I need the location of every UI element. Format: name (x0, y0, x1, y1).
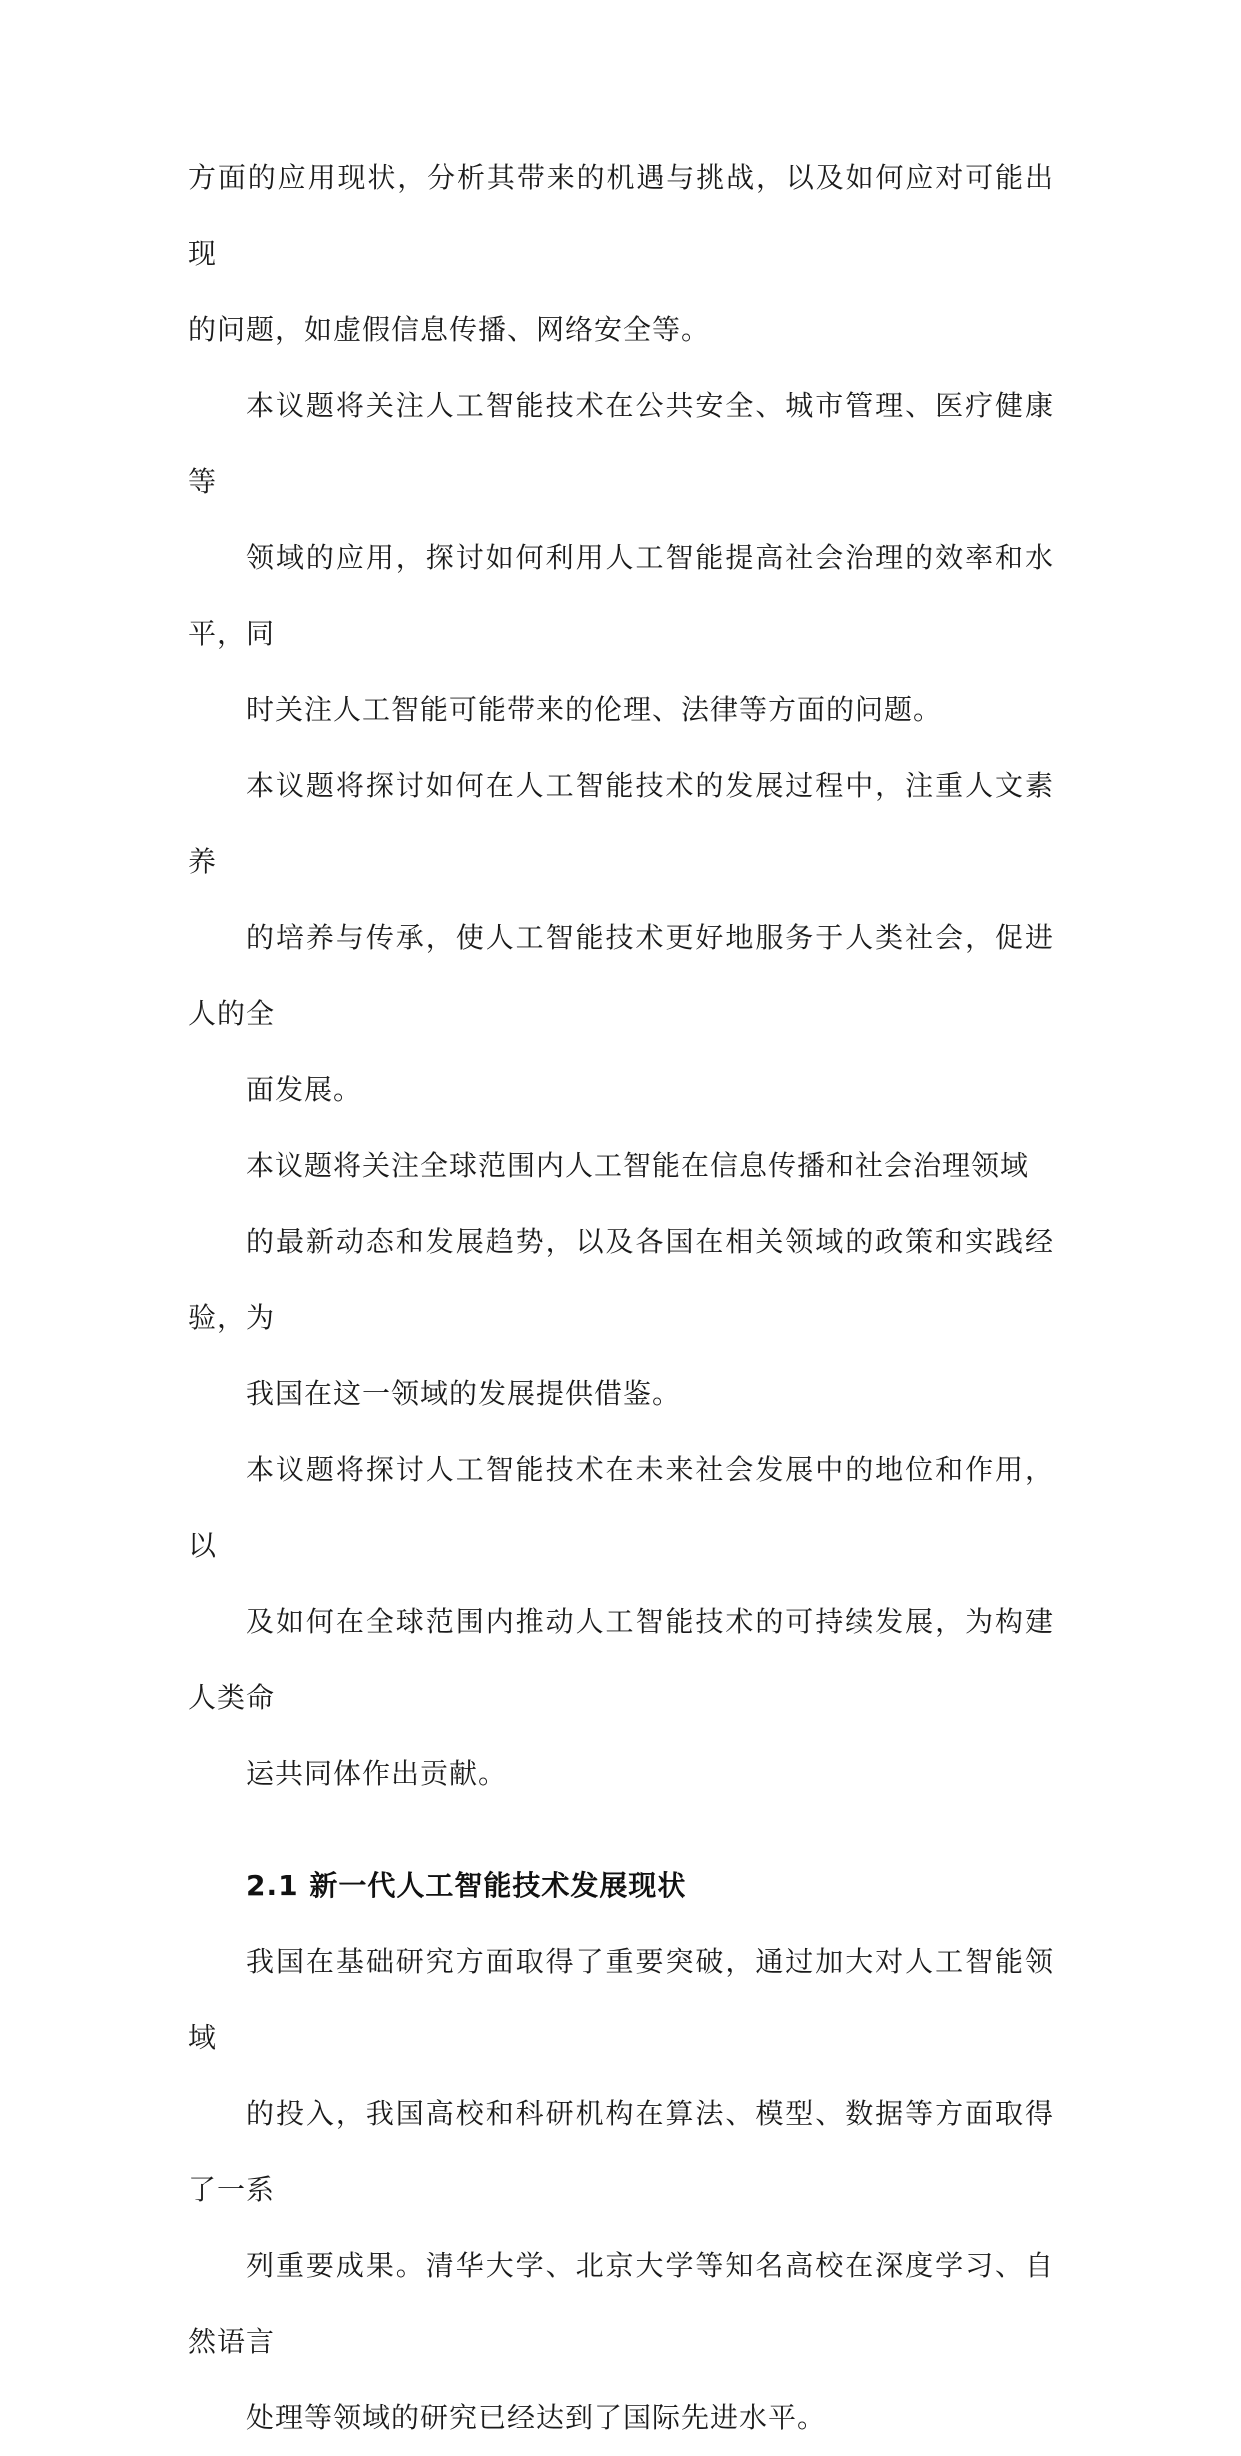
text-line: 我国在基础研究方面取得了重要突破，通过加大对人工智能领域 (188, 1945, 1054, 2054)
paragraph-6 (188, 1924, 1054, 2456)
text-line: 本议题将探讨如何在人工智能技术的发展过程中，注重人文素养 (188, 769, 1054, 878)
text-line: 运共同体作出贡献。 (246, 1757, 508, 1790)
text-line: 列重要成果。清华大学、北京大学等知名高校在深度学习、自然语言 (188, 2249, 1054, 2358)
text-line: 领域的应用，探讨如何利用人工智能提高社会治理的效率和水平，同 (188, 541, 1054, 650)
text-line: 我国在这一领域的发展提供借鉴。 (246, 1377, 682, 1410)
text-line: 的问题，如虚假信息传播、网络安全等。 (188, 313, 711, 346)
paragraph-1 (188, 140, 1054, 368)
text-line: 本议题将探讨人工智能技术在未来社会发展中的地位和作用，以 (188, 1453, 1054, 1562)
text-line: 方面的应用现状，分析其带来的机遇与挑战，以及如何应对可能出现 (188, 161, 1054, 270)
text-line: 本议题将关注全球范围内人工智能在信息传播和社会治理领域 (246, 1149, 1030, 1182)
text-line: 的最新动态和发展趋势，以及各国在相关领域的政策和实践经验，为 (188, 1225, 1054, 1334)
paragraph-2 (188, 368, 1054, 748)
page-content (188, 140, 1054, 2456)
text-line: 处理等领域的研究已经达到了国际先进水平。 (246, 2401, 827, 2434)
paragraph-4 (188, 1128, 1054, 1432)
paragraph-3 (188, 748, 1054, 1128)
text-line: 的投入，我国高校和科研机构在算法、模型、数据等方面取得了一系 (188, 2097, 1054, 2206)
text-line: 面发展。 (246, 1073, 363, 1106)
paragraph-5 (188, 1432, 1054, 1812)
text-line: 时关注人工智能可能带来的伦理、法律等方面的问题。 (246, 693, 943, 726)
text-line: 及如何在全球范围内推动人工智能技术的可持续发展，为构建人类命 (188, 1605, 1054, 1714)
text-line: 的培养与传承，使人工智能技术更好地服务于人类社会，促进人的全 (188, 921, 1054, 1030)
text-line: 本议题将关注人工智能技术在公共安全、城市管理、医疗健康等 (188, 389, 1054, 498)
section-heading: 2.1 新一代人工智能技术发展现状 (246, 1869, 687, 1902)
